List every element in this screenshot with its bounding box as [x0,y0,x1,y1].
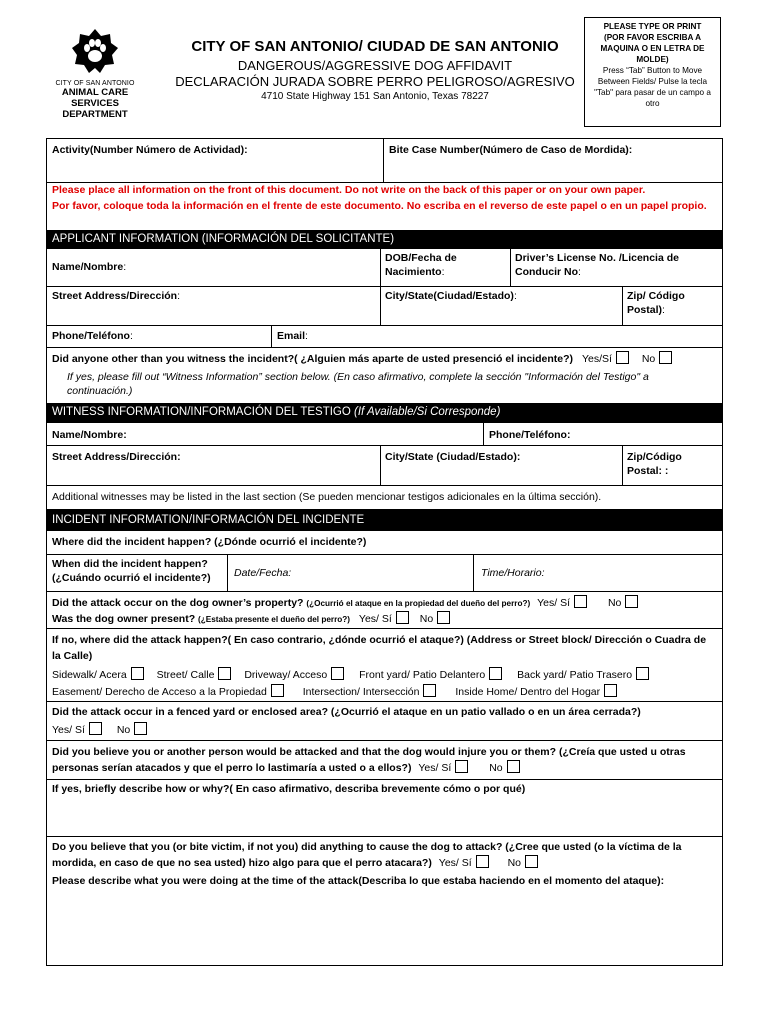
additional-witnesses-note: Additional witnesses may be listed in the last section (Se pueden mencionar testigos adicionales en la última sección). [52,491,602,503]
witness-city[interactable]: City/State (Ciudad/Estado): [385,451,521,463]
easement-checkbox[interactable] [271,684,284,697]
location-options-row2: Easement/ Derecho de Acceso a la Propiedad Intersection/ Intersección Inside Home/ Dentro del Hogar [52,684,720,699]
witness-note: If yes, please fill out “Witness Information” section below. (En caso afirmativo, complete la sección "Información del Testigo" a continuación.) [67,371,649,397]
street-checkbox[interactable] [218,667,231,680]
applicant-city[interactable]: City/State(Ciudad/Estado): [385,290,517,302]
owner-property-question: Did the attack occur on the dog owner’s property? (¿Ocurrió el ataque en la propiedad del dueño del perro?) Yes/ Sí No [52,595,720,611]
form-header [175,38,575,102]
applicant-license[interactable]: Driver’s License No. /Licencia de Conducir No: [515,252,679,278]
affidavit-form [46,138,723,966]
cause-yes-checkbox[interactable] [476,855,489,868]
logo-acs: ANIMAL CARE SERVICES [61,87,129,109]
intersection-checkbox[interactable] [423,684,436,697]
sidewalk-checkbox[interactable] [131,667,144,680]
owner-present-question: Was the dog owner present? (¿Estaba presente el dueño del perro?) Yes/ Sí No [52,611,720,627]
applicant-phone[interactable]: Phone/Teléfono: [52,330,133,342]
logo-dept: DEPARTMENT [62,109,128,120]
inside-home-checkbox[interactable] [604,684,617,697]
owner-property-yes-checkbox[interactable] [574,595,587,608]
notice-line1: PLEASE TYPE OR PRINT [603,22,702,31]
applicant-heading: APPLICANT INFORMATION (INFORMACIÓN DEL SOLICITANTE) [47,230,722,249]
acs-logo [40,26,150,120]
incident-when: When did the incident happen? (¿Cuándo ocurrió el incidente?) [52,558,211,584]
fenced-yes-checkbox[interactable] [89,722,102,735]
applicant-name[interactable]: Name/Nombre: [52,261,127,273]
applicant-zip[interactable]: Zip/ Código Postal): [627,290,685,316]
back-yard-checkbox[interactable] [636,667,649,680]
fenced-answer: Yes/ Sí No [52,722,151,737]
notice-line3: Press “Tab” Button to Move Between Fields/ Pulse la tecla "Tab" para pasar de un campo a otro [594,66,711,108]
witness-no-checkbox[interactable] [659,351,672,364]
applicant-dob[interactable]: DOB/Fecha de Nacimiento: [385,252,457,278]
attack-location-question: If no, where did the attack happen?( En caso contrario, ¿dónde ocurrió el ataque?) (Address or Street block/ Dirección o Cuadra de la Calle) [52,634,707,662]
applicant-email[interactable]: Email: [277,330,308,342]
cause-no-checkbox[interactable] [525,855,538,868]
page-title: CITY OF SAN ANTONIO/ CIUDAD DE SAN ANTONIO [191,38,559,55]
fenced-question: Did the attack occur in a fenced yard or enclosed area? (¿Ocurrió el ataque en un patio vallado o en un área cerrada?) [52,706,641,718]
driveway-checkbox[interactable] [331,667,344,680]
witness-zip[interactable]: Zip/Código Postal: : [627,451,682,477]
type-or-print-notice [584,17,721,127]
incident-heading: INCIDENT INFORMATION/INFORMACIÓN DEL INCIDENTE [47,509,722,531]
warning-es: Por favor, coloque toda la información en el frente de este documento. No escriba en el reverso de este papel o en un papel propio. [52,200,707,212]
subtitle-en: DANGEROUS/AGGRESSIVE DOG AFFIDAVIT [237,58,513,73]
witness-street[interactable]: Street Address/Dirección: [52,451,181,463]
incident-time[interactable]: Time/Horario: [481,567,545,579]
cause-question: Do you believe that you (or bite victim, if not you) did anything to cause the dog to attack? (¿Cree que usted (o la víctima de la mordida, en caso de que no sea usted) hizo algo para que el perro atacara?) Yes/ Sí No [52,841,682,869]
believe-question: Did you believe you or another person would be attacked and that the dog would injure you or them? (¿Creía que usted u otras personas serían atacados y que el perro lo lastimaría a usted o a ellos?) Yes/ Sí No [52,746,686,774]
witness-phone[interactable]: Phone/Teléfono: [489,429,571,441]
incident-where[interactable]: Where did the incident happen? (¿Dónde ocurrió el incidente?) [52,536,367,548]
office-address: 4710 State Highway 151 San Antonio, Texas 78227 [261,91,489,102]
subtitle-es: DECLARACIÓN JURADA SOBRE PERRO PELIGROSO/AGRESIVO [175,74,575,89]
owner-present-yes-checkbox[interactable] [396,611,409,624]
incident-date[interactable]: Date/Fecha: [234,567,292,579]
witness-heading: WITNESS INFORMATION/INFORMACIÓN DEL TESTIGO (If Available/Si Corresponde) [47,403,722,423]
witness-name[interactable]: Name/Nombre: [52,429,127,441]
describe-how-why[interactable]: If yes, briefly describe how or why?( En caso afirmativo, describa brevemente cómo o por qué) [52,783,526,795]
believe-no-checkbox[interactable] [507,760,520,773]
warning-en: Please place all information on the front of this document. Do not write on the back of this paper or on your own paper. [52,184,646,196]
activity-field[interactable]: Activity(Number Número de Actividad): [52,144,248,156]
owner-present-no-checkbox[interactable] [437,611,450,624]
bite-case-field[interactable]: Bite Case Number(Número de Caso de Mordida): [389,144,633,156]
location-options-row1: Sidewalk/ Acera Street/ Calle Driveway/ Acceso Front yard/ Patio Delantero Back yard/ Patio Trasero [52,667,720,682]
logo-city: CITY OF SAN ANTONIO [55,80,135,87]
believe-yes-checkbox[interactable] [455,760,468,773]
fenced-no-checkbox[interactable] [134,722,147,735]
front-yard-checkbox[interactable] [489,667,502,680]
witness-question: Did anyone other than you witness the incident?( ¿Alguien más aparte de usted presenció el incidente?) Yes/Sí No [52,351,717,366]
owner-property-no-checkbox[interactable] [625,595,638,608]
applicant-street[interactable]: Street Address/Dirección: [52,290,180,302]
paw-logo-icon [70,26,120,76]
witness-yes-checkbox[interactable] [616,351,629,364]
describe-activity[interactable]: Please describe what you were doing at the time of the attack(Describa lo que estaba haciendo en el momento del ataque): [52,875,665,887]
notice-line2: (POR FAVOR ESCRIBA A MAQUINA O EN LETRA DE MOLDE) [600,33,705,64]
